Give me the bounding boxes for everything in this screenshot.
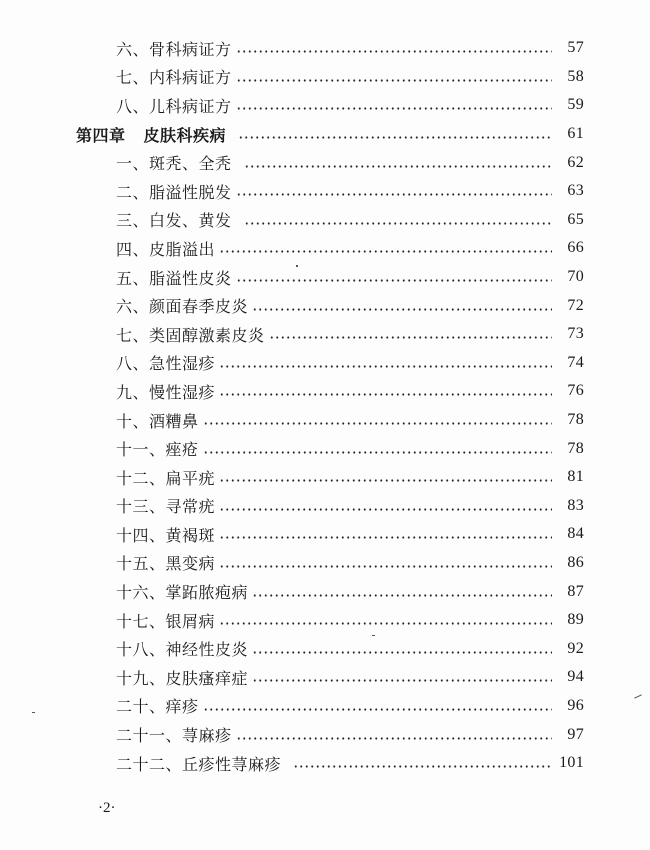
toc-entry-title: 七、类固醇激素皮炎 [116,323,267,346]
toc-entry[interactable] [72,692,584,721]
dot-leader [236,183,552,199]
dot-leader [252,298,552,314]
toc-entry[interactable] [72,720,584,749]
page-number-folio: ·2· [98,800,116,816]
scan-speck [634,694,642,698]
toc-entry[interactable] [72,463,584,492]
toc-entry-page: 73 [567,325,584,343]
toc-entry-title: 二十二、丘疹性荨麻疹 [116,752,283,775]
toc-entry-page: 65 [567,210,584,228]
toc-entry-title: 十、酒糟鼻 [116,409,201,432]
toc-entry-title: 一、斑秃、全秃 [116,151,234,174]
toc-entry[interactable] [72,320,584,349]
toc-entry-page: 96 [567,696,584,714]
dot-leader [236,269,552,285]
toc-entry[interactable] [72,263,584,292]
toc-entry[interactable] [72,177,584,206]
dot-leader [244,155,552,171]
chapter-number: 第四章 [76,125,126,145]
dot-leader [219,355,552,371]
toc-entry[interactable] [72,663,584,692]
toc-entry-title: 十四、黄褐斑 [116,523,217,546]
toc-entry-page: 87 [567,582,584,600]
toc-entry-title: 十九、皮肤瘙痒症 [116,666,250,689]
toc-entry-page: 97 [567,725,584,743]
toc-entry-page: 61 [567,125,584,143]
toc-entry-page: 78 [567,439,584,457]
toc-entry-page: 74 [567,353,584,371]
dot-leader [236,40,552,56]
dot-leader [203,698,552,714]
toc-entry-title: 十五、黑变病 [116,551,217,574]
toc-entry-title: 十七、银屑病 [116,609,217,632]
toc-entry[interactable] [72,749,584,778]
toc-entry[interactable] [72,234,584,263]
dot-leader [252,584,552,600]
dot-leader [219,383,552,399]
toc-entry-page: 94 [567,668,584,686]
dot-leader [244,212,552,228]
toc-entry-title: 二、脂溢性脱发 [116,180,234,203]
toc-entry-title: 二十、痒疹 [116,694,201,717]
dot-leader [219,555,552,571]
toc-entry-title: 十二、扁平疣 [116,466,217,489]
dot-leader [236,97,552,113]
toc-entry-page: 83 [567,496,584,514]
toc-entry-title: 十三、寻常疣 [116,494,217,517]
toc-entry[interactable] [72,377,584,406]
toc-entry-page: 86 [567,553,584,571]
toc-entry[interactable] [72,606,584,635]
toc-chapter-entry[interactable] [72,120,584,149]
toc-entry-title: 五、脂溢性皮炎 [116,266,234,289]
toc-entry-title: 二十一、荨麻疹 [116,723,234,746]
dot-leader [203,441,552,457]
dot-leader [236,727,552,743]
scan-speck [296,265,298,267]
toc-entry-title: 八、急性湿疹 [116,351,217,374]
dot-leader [252,641,552,657]
dot-leader [293,755,552,771]
toc-entry[interactable] [72,34,584,63]
toc-entry-title: 十一、痤疮 [116,437,201,460]
toc-entry-title: 四、皮脂溢出 [116,237,217,260]
toc-entry-page: 89 [567,611,584,629]
toc-entry-page: 59 [567,96,584,114]
toc-entry-page: 76 [567,382,584,400]
dot-leader [238,126,552,142]
scan-speck [372,635,375,636]
dot-leader [252,669,552,685]
scan-speck [32,712,35,713]
dot-leader [236,69,552,85]
toc-entry[interactable] [72,434,584,463]
toc-entry-title: 十八、神经性皮炎 [116,637,250,660]
toc-entry-page: 66 [567,239,584,257]
toc-entry-page: 62 [567,153,584,171]
toc-entry-page: 81 [567,468,584,486]
toc-entry-page: 92 [567,639,584,657]
dot-leader [219,612,552,628]
dot-leader [269,326,552,342]
toc-entry[interactable] [72,492,584,521]
toc-entry-title: 六、骨科病证方 [116,37,234,60]
toc-entry[interactable] [72,291,584,320]
toc-entry-page: 78 [567,411,584,429]
toc-entry[interactable] [72,634,584,663]
toc-entry-page: 72 [567,296,584,314]
toc-entry-title: 八、儿科病证方 [116,94,234,117]
dot-leader [219,498,552,514]
toc-entry[interactable] [72,549,584,578]
toc-entry[interactable] [72,406,584,435]
dot-leader [219,469,552,485]
toc-entry-page: 63 [567,182,584,200]
toc-entry-page: 84 [567,525,584,543]
toc-entry-title: 六、颜面春季皮炎 [116,294,250,317]
dot-leader [219,240,552,256]
toc-entry-page: 58 [567,67,584,85]
toc-entry[interactable] [72,206,584,235]
toc-entry[interactable] [72,520,584,549]
toc-entry-page: 101 [559,754,584,772]
toc-entry-title: 七、内科病证方 [116,65,234,88]
toc-entry-title: 九、慢性湿疹 [116,380,217,403]
chapter-name: 皮肤科疾病 [143,125,227,145]
toc-entry[interactable] [72,349,584,378]
toc-entry-page: 70 [567,268,584,286]
toc-entry[interactable] [72,63,584,92]
toc-chapter-title [76,123,228,146]
dot-leader [219,526,552,542]
toc-entry-title: 三、白发、黄发 [116,208,234,231]
toc-entry-title: 十六、掌跖脓疱病 [116,580,250,603]
toc-entry[interactable] [72,148,584,177]
table-of-contents [72,34,584,777]
toc-entry-page: 57 [567,39,584,57]
dot-leader [203,412,552,428]
toc-entry[interactable] [72,91,584,120]
toc-entry[interactable] [72,577,584,606]
